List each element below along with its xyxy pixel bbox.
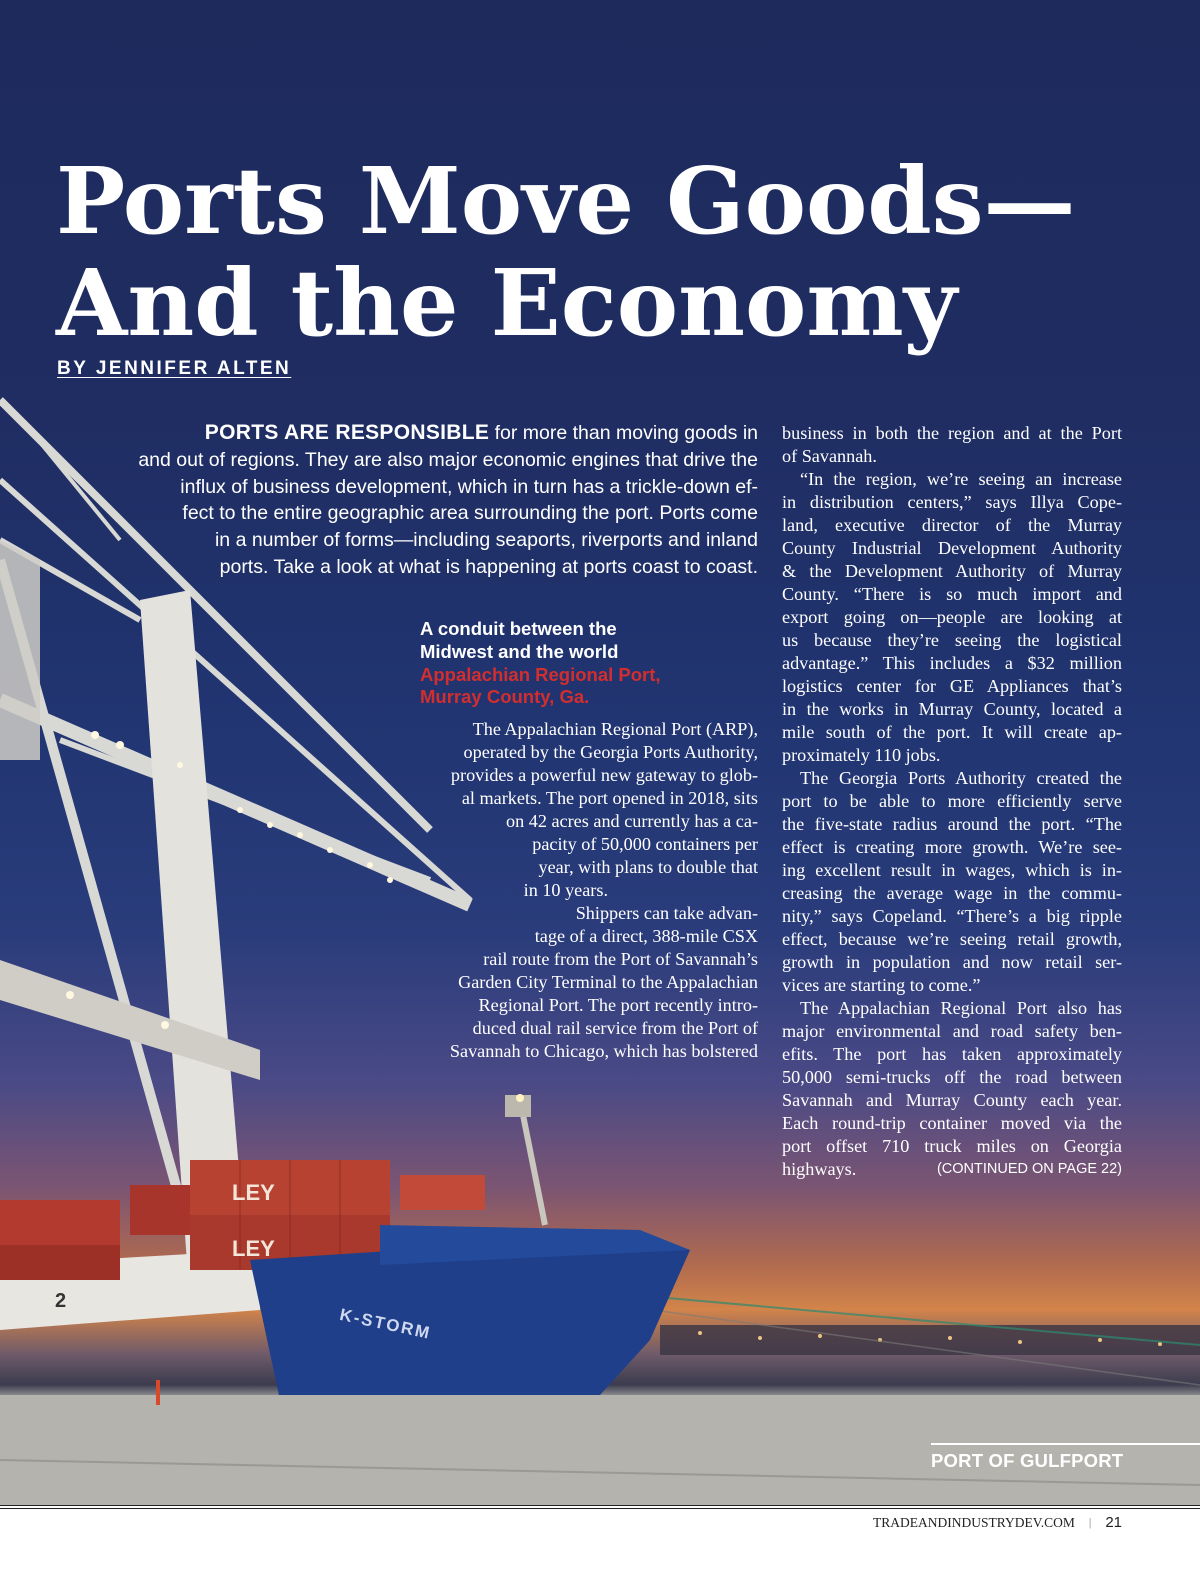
body-line: The Georgia Ports Authority created the <box>800 768 1122 788</box>
footer-site: TRADEANDINDUSTRYDEV.COM <box>873 1514 1075 1530</box>
intro-line: and out of regions. They are also major economic engines that drive the <box>138 448 758 471</box>
body-line: pacity of 50,000 containers per <box>532 834 758 854</box>
body-line: advantage.” This includes a $32 million <box>782 653 1122 673</box>
body-line: efits. The port has taken approximately <box>782 1044 1122 1064</box>
body-line: nity,” says Copeland. “There’s a big ripple <box>782 906 1122 926</box>
body-line: effect is creating more growth. We’re see- <box>782 837 1122 857</box>
body-line: in the works in Murray County, located a <box>782 699 1122 719</box>
body-line: growth in population and now retail ser- <box>782 952 1122 972</box>
body-line: al markets. The port opened in 2018, sits <box>461 788 758 808</box>
ship-name: K-STORM <box>338 1305 433 1343</box>
body-line: us because they’re seeing the logistical <box>782 630 1122 650</box>
body-line: effect, because we’re seeing retail growth, <box>782 929 1122 949</box>
body-line: rail route from the Port of Savannah’s <box>483 949 758 969</box>
body-line: The Appalachian Regional Port (ARP), <box>472 719 758 739</box>
body-line: provides a powerful new gateway to glob- <box>450 765 758 785</box>
subhead-location: Murray County, Ga. <box>420 686 590 708</box>
body-line: in 10 years. <box>523 880 608 900</box>
subhead-location: Appalachian Regional Port, <box>420 663 661 685</box>
section-label-rule <box>931 1443 1200 1445</box>
intro-line: PORTS ARE RESPONSIBLE for more than moving goods in <box>204 421 758 444</box>
body-line: logistics center for GE Appliances that’s <box>782 676 1122 696</box>
footer-rule <box>0 1505 1200 1506</box>
footer-separator: | <box>1088 1515 1092 1529</box>
body-line: ing excellent result in wages, which is in- <box>782 860 1122 880</box>
intro-paragraph <box>128 420 758 581</box>
container-lettering-lower: LEY <box>232 1236 275 1261</box>
body-line: Each round-trip container moved via the <box>782 1113 1122 1133</box>
body-line: major environmental and road safety ben- <box>782 1021 1122 1041</box>
body-line: Savannah to Chicago, which has bolstered <box>449 1041 758 1061</box>
page-number: 21 <box>1105 1514 1122 1531</box>
section-subhead <box>420 618 760 709</box>
body-line: Garden City Terminal to the Appalachian <box>458 972 758 992</box>
container-lettering: LEY <box>232 1180 275 1205</box>
intro-line: in a number of forms—including seaports, riverports and inland <box>214 529 758 552</box>
body-line: tage of a direct, 388-mile CSX <box>534 926 758 946</box>
body-line: The Appalachian Regional Port also has <box>800 998 1122 1018</box>
body-line: “In the region, we’re seeing an increase <box>800 469 1122 489</box>
continued-line <box>782 1158 1122 1181</box>
body-line: of Savannah. <box>782 446 877 466</box>
intro-line: ports. Take a look at what is happening at ports coast to coast. <box>219 555 758 578</box>
section-label: PORT OF GULFPORT <box>931 1450 1124 1471</box>
body-line: port offset 710 truck miles on Georgia <box>782 1136 1122 1156</box>
body-line: export going on—people are looking at <box>782 607 1122 627</box>
body-line: Shippers can take advan- <box>575 903 758 923</box>
body-line: the five-state radius around the port. “The <box>782 814 1122 834</box>
body-line: 50,000 semi-trucks off the road between <box>782 1067 1122 1087</box>
intro-line: influx of business development, which in turn has a trickle-down ef- <box>180 475 758 498</box>
body-line: business in both the region and at the Port <box>782 423 1122 443</box>
body-line: County Industrial Development Authority <box>782 538 1122 558</box>
body-line: land, executive director of the Murray <box>782 515 1122 535</box>
body-line: duced dual rail service from the Port of <box>472 1018 758 1038</box>
body-line: Savannah and Murray County each year. <box>782 1090 1122 1110</box>
body-line: in distribution centers,” says Illya Cope- <box>782 492 1122 512</box>
body-line: operated by the Georgia Ports Authority, <box>463 742 758 762</box>
body-line: vices are starting to come.” <box>782 975 981 995</box>
intro-line: fect to the entire geographic area surrounding the port. Ports come <box>182 502 758 525</box>
body-line: creasing the average wage in the commu- <box>782 883 1122 903</box>
body-line: year, with plans to double that <box>538 857 758 877</box>
title-line-2: And the Economy <box>56 249 958 357</box>
footer-rule <box>0 1508 1200 1509</box>
title-line-1: Ports Move Goods— <box>56 147 1076 255</box>
body-column-2 <box>782 422 1122 1181</box>
body-line: port to be able to more efficiently serve <box>782 791 1122 811</box>
body-line: proximately 110 jobs. <box>782 745 941 765</box>
intro-lead: PORTS ARE RESPONSIBLE <box>204 421 490 444</box>
crane-number: 2 <box>55 1290 67 1312</box>
body-column-1 <box>420 718 758 1063</box>
body-line: highways. <box>782 1159 857 1179</box>
article-title <box>56 147 1166 357</box>
body-line: mile south of the port. It will create ap- <box>782 722 1122 742</box>
page-footer <box>873 1514 1122 1531</box>
body-line: County. “There is so much import and <box>782 584 1122 604</box>
body-line: on 42 acres and currently has a ca- <box>506 811 758 831</box>
byline: BY JENNIFER ALTEN <box>57 358 292 379</box>
continued-note: (CONTINUED ON PAGE 22) <box>936 1161 1122 1177</box>
subhead-line: A conduit between the <box>420 618 617 639</box>
subhead-line: Midwest and the world <box>420 640 619 662</box>
body-line: Regional Port. The port recently intro- <box>478 995 758 1015</box>
body-line: & the Development Authority of Murray <box>782 561 1122 581</box>
